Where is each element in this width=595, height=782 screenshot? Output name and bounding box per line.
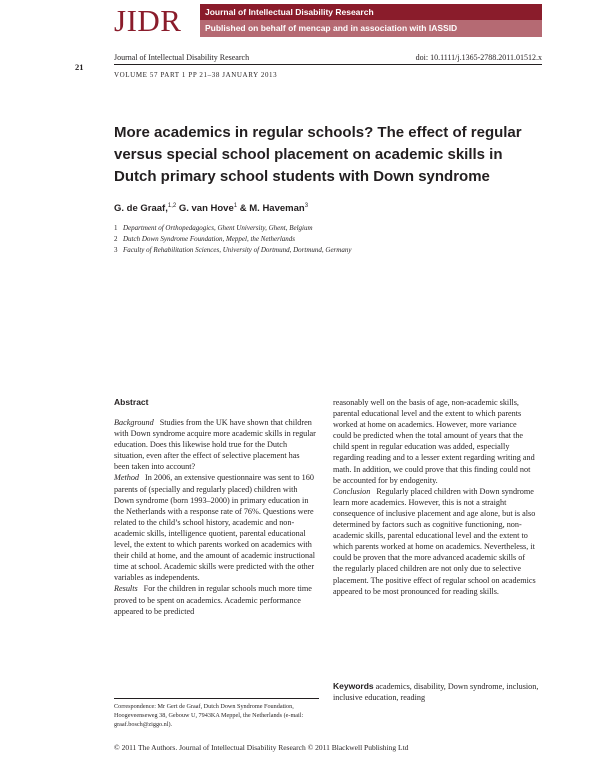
title-line: More academics in regular schools? The effect of regular (114, 124, 522, 141)
author-name: G. van Hove (178, 203, 234, 215)
author-name: & M. Haveman (239, 203, 305, 215)
volume-line: VOLUME 57 PART 1 PP 21–38 JANUARY 2013 (114, 71, 278, 79)
article-title (114, 122, 544, 188)
doi-link[interactable]: doi: 10.1111/j.1365-2788.2011.01512.x (415, 53, 542, 62)
author-affil-sup: 3 (304, 203, 309, 209)
affiliation-number: 2 (114, 235, 118, 243)
section-text: Regularly placed children with Down syndrome learn more academics. However, this is not a straight consequence of inclusive placement and age alone, but is also determined by factors such as cognitive functioning, non-academic skills, parental educational level and the extent to which parents worked at home on academics. Nevertheless, it could be proven that the more advanced academic skills of the regularly placed children are not only due to selective placement. The positive effect of regular school on academics appeared to be most pronounced for reading skills. (333, 486, 536, 596)
correspondence-footnote: Correspondence: Mr Gert de Graaf, Dutch Down Syndrome Foundation, Hoogeveenseweg 38, Gebouw U, 7943KA Meppel, the Netherlands (e-mail: graaf.bosch@ziggo.nl). (114, 703, 304, 728)
author-list (114, 203, 308, 214)
copyright-line: © 2011 The Authors. Journal of Intellectual Disability Research © 2011 Blackwell Publishing Ltd (114, 743, 409, 752)
logo-wordmark: JIDR (114, 3, 182, 38)
section-label: Conclusion (333, 486, 371, 496)
section-text: In 2006, an extensive questionnaire was sent to 160 parents of (specially and regularly placed) children with Down syndrome (born 1993–2000) in primary education in the Netherlands with a response rate of 76%. Questions were related to the child’s school history, academic and non-academic skills, intelligence quotient, parental educational level, the extent to which parents worked on academics with their child at home, and the amount of academic instructional time at school. Academic skills were predicted with the other variables as independents. (114, 473, 315, 583)
abstract-paragraph (114, 417, 317, 472)
affiliation (114, 224, 544, 232)
author-affil-sup: 1 (233, 203, 238, 209)
section-text: reasonably well on the basis of age, non-academic skills, parental educational level and the extent to which parents worked at home on academics. However, more variance could be predicted when the total amount of years that the child spent in regular education was added, especially regarding reading and to a lesser extent regarding writing and math. In addition, we could prove that this finding could not be accounted for by endogenity. (333, 398, 535, 485)
journal-logo (114, 4, 542, 37)
affiliation-number: 3 (114, 246, 118, 254)
affiliation-text: Department of Orthopedagogics, Ghent University, Ghent, Belgium (123, 224, 313, 232)
keywords-label: Keywords (333, 681, 374, 691)
affiliation (114, 246, 544, 254)
abstract-paragraph (333, 486, 536, 597)
affiliation-text: Faculty of Rehabilitation Sciences, University of Dortmund, Dortmund, Germany (123, 246, 352, 254)
header-rule (114, 64, 542, 65)
title-line: Dutch primary school students with Down syndrome (114, 168, 490, 185)
affiliation-number: 1 (114, 224, 118, 232)
logo-banner (200, 4, 542, 37)
abstract-column-right (333, 397, 536, 597)
section-label: Background (114, 418, 154, 427)
abstract-paragraph (114, 583, 317, 616)
keywords-text: academics, disability, Down syndrome, inclusion, inclusive education, reading (333, 682, 539, 703)
author-affil-sup: 1,2 (167, 203, 177, 209)
author-name: G. de Graaf, (114, 203, 168, 215)
logo-line-1: Journal of Intellectual Disability Research (200, 4, 542, 20)
page-number: 21 (75, 62, 84, 72)
journal-name: Journal of Intellectual Disability Research (114, 53, 250, 62)
logo-line-2: Published on behalf of mencap and in association with IASSID (200, 20, 542, 37)
title-line: versus special school placement on academic skills in (114, 146, 503, 163)
affiliation-text: Dutch Down Syndrome Foundation, Meppel, the Netherlands (123, 235, 295, 243)
abstract-paragraph (114, 472, 317, 583)
footnote-rule (114, 698, 319, 699)
section-text: For the children in regular schools much more time proved to be spent on academics. Academic performance appeared to be predicted (114, 584, 312, 616)
abstract-heading: Abstract (114, 397, 149, 407)
affiliation (114, 235, 544, 243)
section-label: Results (114, 584, 138, 594)
section-text: Studies from the UK have shown that children with Down syndrome acquire more academic skills in regular education. Does this likewise hold true for the Dutch situation, even after the effect of selective placement has been taken into account? (114, 418, 316, 472)
abstract-paragraph (333, 397, 536, 486)
section-label: Method (114, 473, 140, 483)
abstract-column-left (114, 417, 317, 617)
keywords (333, 681, 545, 703)
